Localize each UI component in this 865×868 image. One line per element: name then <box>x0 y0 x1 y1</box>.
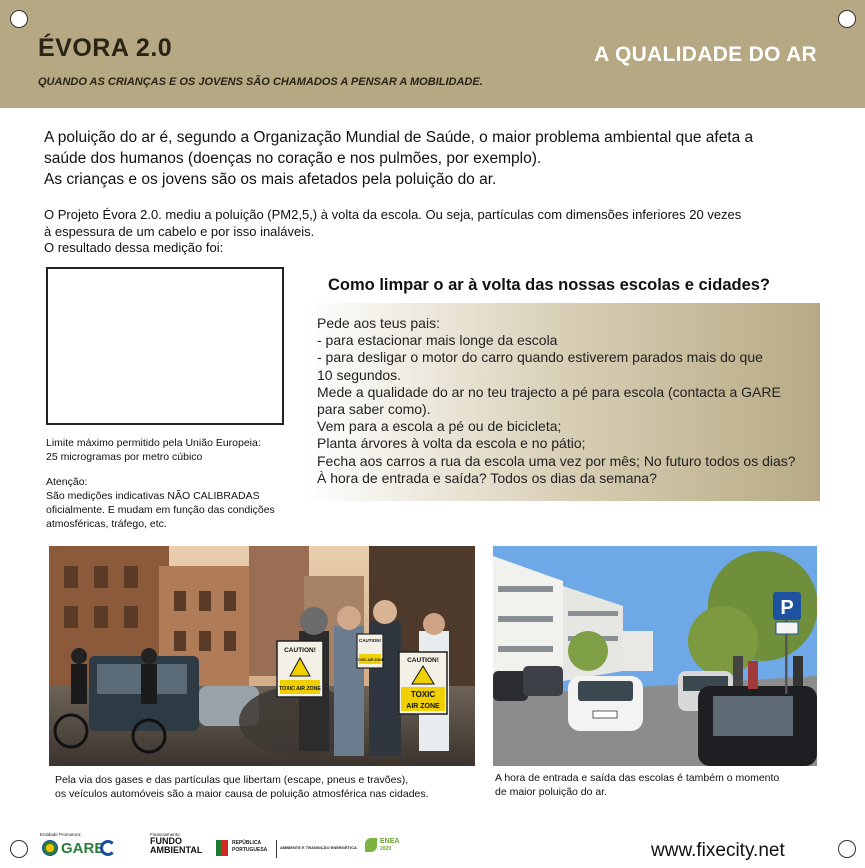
project-line: O resultado dessa medição foi: <box>44 240 224 255</box>
sign-text: TOXIC AIR ZONE <box>355 658 385 662</box>
gare-c-icon <box>100 840 116 856</box>
gare-emblem-icon <box>42 840 58 856</box>
divider <box>276 840 277 858</box>
funding-label: Financiamento: <box>150 832 181 837</box>
republica-line: REPÚBLICA <box>232 840 262 846</box>
gare-logo <box>40 832 130 859</box>
caption-line: A hora de entrada e saída das escolas é também o momento <box>495 772 780 784</box>
warning-line: oficialmente. E mudam em função das condições <box>46 504 275 516</box>
protest-street-photo <box>49 546 475 766</box>
toxic-sign-3 <box>399 652 447 714</box>
website-url[interactable]: www.fixecity.net <box>651 840 785 861</box>
tip-line: À hora de entrada e saída? Todos os dias da semana? <box>317 469 657 486</box>
sign-text: AIR ZONE <box>406 703 440 710</box>
intro-line: saúde dos humanos (doenças no coração e nos pulmões, por exemplo). <box>44 150 542 167</box>
tip-line: Fecha aos carros a rua da escola uma vez por mês; No futuro todos os dias? <box>317 452 796 469</box>
grommet-top-left <box>10 10 28 28</box>
republica-emblem-icon <box>216 840 228 856</box>
tips-box <box>306 303 820 501</box>
tip-line: Pede aos teus pais: <box>317 315 440 331</box>
intro-paragraph <box>44 127 834 190</box>
toxic-sign-2 <box>356 634 385 668</box>
gare-wordmark: GARE <box>61 840 105 857</box>
project-paragraph <box>44 207 834 257</box>
tip-line: para saber como). <box>317 401 431 418</box>
intro-line: As crianças e os jovens são os mais afetados pela poluição do ar. <box>44 171 497 188</box>
sign-text: CAUTION! <box>284 647 316 654</box>
fundo-line: AMBIENTAL <box>150 845 203 855</box>
warning-line: atmosféricas, tráfego, etc. <box>46 518 167 530</box>
footer-logos <box>40 832 460 862</box>
republica-line: PORTUGUESA <box>232 847 268 853</box>
warning-line: São medições indicativas NÃO CALIBRADAS <box>46 490 260 502</box>
sign-text: TOXIC AIR ZONE <box>279 686 321 692</box>
tip-line: Mede a qualidade do ar no teu trajecto a pé para escola (contacta a GARE <box>317 383 781 400</box>
school-traffic-photo <box>493 546 817 766</box>
page-title: ÉVORA 2.0 <box>38 34 173 62</box>
enea-line: 2020 <box>380 846 392 852</box>
project-line: à espessura de um cabelo e por isso inaláveis. <box>44 223 315 239</box>
right-photo-caption <box>495 771 825 799</box>
tip-line: - para desligar o motor do carro quando estiverem parados mais do que <box>317 349 763 366</box>
toxic-sign-1 <box>277 641 323 697</box>
topic-heading: A QUALIDADE DO AR <box>594 43 817 66</box>
grommet-bottom-left <box>10 840 28 858</box>
caption-line: os veículos automóveis são a maior causa de poluição atmosférica nas cidades. <box>55 788 429 800</box>
limit-line: Limite máximo permitido pela União Europeia: <box>46 437 261 449</box>
sign-text: TOXIC <box>410 690 436 699</box>
promoter-label: Entidade Promotora: <box>40 832 82 837</box>
page-subtitle: QUANDO AS CRIANÇAS E OS JOVENS SÃO CHAMADOS A PENSAR A MOBILIDADE. <box>38 76 483 88</box>
ministry-name: AMBIENTE E TRANSIÇÃO ENERGÉTICA <box>280 845 357 850</box>
caption-line: de maior poluição do ar. <box>495 786 608 798</box>
how-to-clean-title: Como limpar o ar à volta das nossas escolas e cidades? <box>328 276 771 294</box>
limit-line: 25 microgramas por metro cúbico <box>46 451 203 463</box>
measurement-result-box[interactable] <box>46 267 284 425</box>
enea-leaf-icon <box>365 838 377 852</box>
tip-line: 10 segundos. <box>317 366 402 383</box>
grommet-bottom-right <box>838 840 856 858</box>
parking-sign-letter: P <box>780 597 794 619</box>
grommet-top-right <box>838 10 856 28</box>
sign-text: CAUTION! <box>359 638 381 643</box>
tip-line: Planta árvores à volta da escola e no pátio; <box>317 435 586 452</box>
sign-text: CAUTION! <box>407 657 439 664</box>
caption-line: Pela via dos gases e das partículas que libertam (escape, pneus e travões), <box>55 774 409 786</box>
tip-line: - para estacionar mais longe da escola <box>317 332 558 349</box>
intro-line: A poluição do ar é, segundo a Organização Mundial de Saúde, o maior problema ambiental que afeta a <box>44 129 754 146</box>
tip-line: Vem para a escola a pé ou de bicicleta; <box>317 418 562 435</box>
warning-heading: Atenção: <box>46 476 88 488</box>
eu-limit-note <box>46 436 296 464</box>
fundo-line: FUNDO <box>150 836 182 846</box>
warning-note <box>46 475 296 531</box>
left-photo-caption <box>55 773 475 801</box>
project-line: O Projeto Évora 2.0. mediu a poluição (PM2,5,) à volta da escola. Ou seja, partículas com dimensões inferiores 20 vezes <box>44 207 742 222</box>
enea-line: ENEA <box>380 838 400 845</box>
fundo-ambiental-logo <box>150 832 220 855</box>
